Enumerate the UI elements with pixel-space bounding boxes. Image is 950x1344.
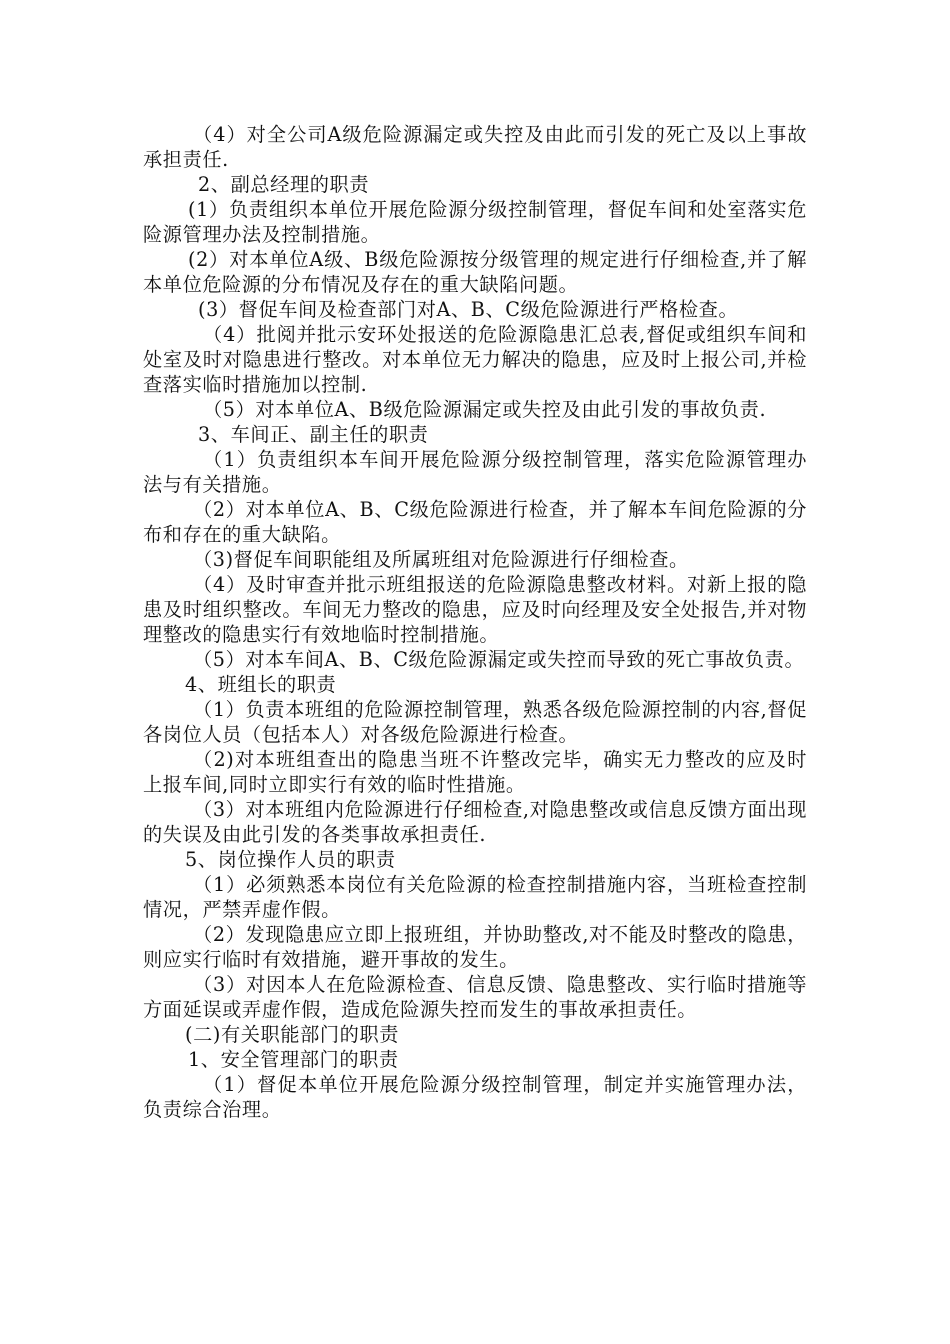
paragraph-11: （3)督促车间职能组及所属班组对危险源进行仔细检查。 — [193, 548, 689, 571]
section-heading-functional-depts: (二)有关职能部门的职责 — [185, 1023, 400, 1046]
paragraph-24: （1）督促本单位开展危险源分级控制管理，制定并实施管理办法，负责综合治理。 — [143, 1073, 807, 1121]
section-heading-team-leader: 4、班组长的职责 — [185, 673, 337, 696]
paragraph-19: （1）必须熟悉本岗位有关危险源的检查控制措施内容，当班检查控制情况，严禁弄虚作假。 — [143, 873, 807, 921]
paragraph-21: （3）对因本人在危险源检查、信息反馈、隐患整改、实行临时措施等方面延误或弄虚作假，造成危险源失控而发生的事故承担责任。 — [143, 973, 807, 1021]
paragraph-5: (3）督促车间及检查部门对A、B、C级危险源进行严格检查。 — [198, 298, 739, 321]
paragraph-4: (2）对本单位A级、B级危险源按分级管理的规定进行仔细检查,并了解本单位危险源的分布情况及存在的重大缺陷问题。 — [143, 248, 807, 296]
paragraph-15: （1）负责本班组的危险源控制管理，熟悉各级危险源控制的内容,督促各岗位人员（包括本人）对各级危险源进行检查。 — [143, 698, 807, 746]
paragraph-17: （3）对本班组内危险源进行仔细检查,对隐患整改或信息反馈方面出现的失误及由此引发的各类事故承担责任. — [143, 798, 807, 846]
paragraph-16: （2)对本班组查出的隐患当班不许整改完毕，确实无力整改的应及时上报车间,同时立即实行有效的临时性措施。 — [143, 748, 807, 796]
paragraph-9: （1）负责组织本车间开展危险源分级控制管理，落实危险源管理办法与有关措施。 — [143, 448, 807, 496]
section-heading-safety-dept: 1、安全管理部门的职责 — [188, 1048, 399, 1071]
section-heading-workshop-director: 3、车间正、副主任的职责 — [198, 423, 429, 446]
document-page — [143, 122, 807, 1122]
section-heading-operators: 5、岗位操作人员的职责 — [185, 848, 396, 871]
paragraph-1: （4）对全公司A级危险源漏定或失控及由此而引发的死亡及以上事故承担责任. — [143, 123, 807, 171]
paragraph-3: (1）负责组织本单位开展危险源分级控制管理，督促车间和处室落实危险源管理办法及控制措施。 — [143, 198, 807, 246]
paragraph-10: （2）对本单位A、B、C级危险源进行检查，并了解本车间危险源的分布和存在的重大缺陷。 — [143, 498, 807, 546]
section-heading-deputy-gm: 2、副总经理的职责 — [198, 173, 370, 196]
paragraph-7: （5）对本单位A、B级危险源漏定或失控及由此引发的事故负责. — [203, 398, 767, 421]
paragraph-13: （5）对本车间A、B、C级危险源漏定或失控而导致的死亡事故负责。 — [193, 648, 805, 671]
paragraph-6: （4）批阅并批示安环处报送的危险源隐患汇总表,督促或组织车间和处室及时对隐患进行整改。对本单位无力解决的隐患，应及时上报公司,并检查落实临时措施加以控制. — [143, 323, 807, 396]
paragraph-20: （2）发现隐患应立即上报班组，并协助整改,对不能及时整改的隐患，则应实行临时有效措施，避开事故的发生。 — [143, 923, 807, 971]
paragraph-12: （4）及时审查并批示班组报送的危险源隐患整改材料。对新上报的隐患及时组织整改。车间无力整改的隐患，应及时向经理及安全处报告,并对物理整改的隐患实行有效地临时控制措施。 — [143, 573, 807, 646]
